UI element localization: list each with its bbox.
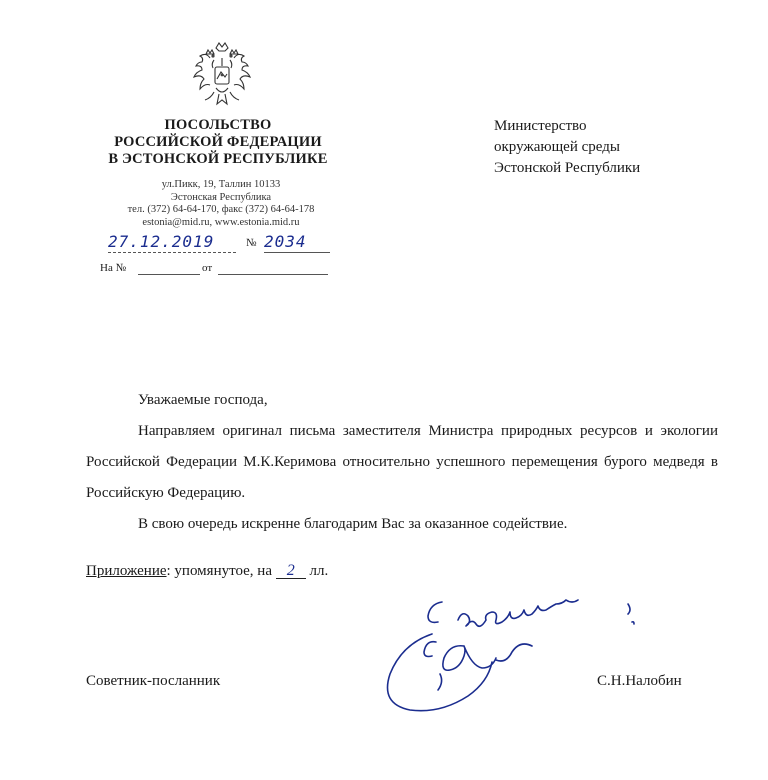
email-web: estonia@mid.ru, www.estonia.mid.ru: [142, 216, 300, 228]
embassy-name: [88, 117, 348, 168]
from-label: от: [202, 262, 213, 274]
attachment-line: [86, 563, 486, 580]
attachment-pages: 2: [276, 564, 306, 579]
recipient-block: [494, 116, 714, 179]
attachment-unit: лл.: [309, 563, 329, 579]
embassy-name-line3: В ЭСТОНСКОЙ РЕСПУБЛИКЕ: [108, 151, 328, 167]
on-number-blank: [138, 274, 200, 275]
letter-date: 27.12.2019: [108, 232, 236, 253]
phone-fax: тел. (372) 64-64-170, факс (372) 64-64-178: [127, 204, 315, 215]
address: ул.Пикк, 19, Таллин 10133: [161, 179, 281, 190]
country: Эстонская Республика: [170, 191, 272, 203]
from-date-blank: [218, 274, 328, 275]
recipient-line1: Министерство: [494, 118, 587, 134]
letter-body: [86, 385, 718, 540]
signer-position: Советник-посланник: [86, 673, 221, 689]
outgoing-reference: [100, 232, 340, 256]
handwritten-signature: [380, 590, 680, 740]
on-number-label: На №: [100, 262, 127, 274]
embassy-contacts: [96, 179, 346, 229]
recipient-line3: Эстонской Республики: [494, 160, 641, 176]
embassy-name-line1: ПОСОЛЬСТВО: [164, 117, 272, 133]
number-label: №: [246, 237, 257, 249]
recipient-line2: окружающей среды: [494, 139, 620, 155]
signer-name: С.Н.Налобин: [597, 673, 682, 689]
greeting: Уважаемые господа,: [138, 392, 268, 408]
embassy-name-line2: РОССИЙСКОЙ ФЕДЕРАЦИИ: [114, 134, 322, 150]
coat-of-arms-icon: [186, 40, 258, 116]
incoming-reference: [100, 262, 340, 278]
paragraph-thanks: В свою очередь искренне благодарим Вас за оказанное содействие.: [138, 516, 568, 532]
attachment-text: : упомянутое, на: [166, 563, 272, 579]
attachment-label: Приложение: [86, 563, 167, 579]
paragraph-main: Направляем оригинал письма заместителя Министра природных ресурсов и экологии Российской Федерации М.К.Керимова относительно успешного перемещения бурого медведя в Российскую Федерацию.: [86, 423, 718, 501]
letter-number: 2034: [264, 232, 330, 253]
